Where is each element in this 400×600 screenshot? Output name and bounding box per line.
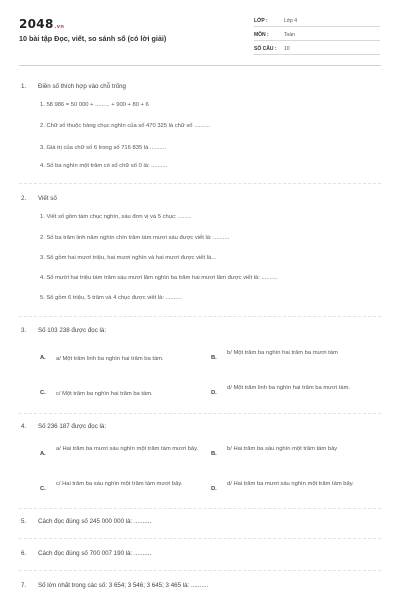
question-2-item-2: 2. Số ba trăm linh năm nghìn chín trăm tám mươi sáu được viết là: .......... xyxy=(40,235,230,241)
question-divider xyxy=(19,508,381,509)
meta-question-count xyxy=(254,44,380,55)
meta-label: MÔN : xyxy=(254,32,269,38)
header-divider xyxy=(19,65,381,66)
option-text: a/ Hai trăm ba mươi sáu nghìn một trăm tám mươi bảy. xyxy=(56,446,199,452)
option-letter: D. xyxy=(211,486,217,492)
option-text: b/ Hai trăm ba sáu nghìn một trăm tám bảy xyxy=(227,446,338,452)
option-letter: B. xyxy=(211,355,217,361)
meta-label: LỚP : xyxy=(254,18,268,24)
question-number: 3. xyxy=(21,327,27,334)
question-number: 5. xyxy=(21,518,27,525)
question-1-item-1: 1. 58 986 = 50 000 + ......... + 900 + 80 + 6 xyxy=(40,102,149,108)
question-1-item-3: 3. Giá trị của chữ số 6 trong số 716 835 là .......... xyxy=(40,145,167,151)
option-text: c/ Hai trăm ba sáu nghìn một trăm tám mươi bảy. xyxy=(56,481,183,487)
question-text: Số lớn nhất trong các số: 3 654; 3 546; 3 645; 3 465 là: .......... xyxy=(38,582,209,589)
question-divider xyxy=(19,183,381,184)
option-text: b/ Một trăm ba nghìn hai trăm ba mươi tám xyxy=(227,350,338,356)
meta-label: SỐ CÂU : xyxy=(254,46,277,52)
site-logo[interactable]: 2048.vn xyxy=(19,17,65,31)
question-number: 4. xyxy=(21,423,27,430)
question-2-item-1: 1. Viết số gồm tám chục nghìn, sáu đơn vị và 5 chục: ........ xyxy=(40,214,191,220)
question-divider xyxy=(19,316,381,317)
option-letter: C. xyxy=(40,390,46,396)
question-text: Cách đọc đúng số 700 007 190 là: .......... xyxy=(38,550,152,557)
question-number: 6. xyxy=(21,550,27,557)
option-letter: A. xyxy=(40,355,46,361)
question-text: Số 236 187 được đọc là: xyxy=(38,423,107,430)
option-text: c/ Một trăm ba nghìn hai trăm ba tám. xyxy=(56,391,153,397)
question-text: Cách đọc đúng số 245 000 000 là: .......... xyxy=(38,518,152,525)
question-2-item-4: 4. Số mười hai triệu tám trăm sáu mươi lăm nghìn ba trăm hai mươi lăm được viết là: .......... xyxy=(40,275,278,281)
page-title: 10 bài tập Đọc, viết, so sánh số (có lời giải) xyxy=(19,34,167,43)
meta-grade xyxy=(254,16,380,27)
question-2-item-3: 3. Số gồm hai mươi triệu, hai mươi nghìn và hai mươi được viết là... xyxy=(40,255,217,261)
question-number: 2. xyxy=(21,195,27,202)
option-text: d/ Hai trăm ba mươi sáu nghìn một trăm tám bảy. xyxy=(227,481,354,487)
question-divider xyxy=(19,413,381,414)
option-letter: A. xyxy=(40,451,46,457)
meta-value: 10 xyxy=(284,46,290,52)
question-1-item-2: 2. Chữ số thuộc hàng chục nghìn của số 470 325 là chữ số .......... xyxy=(40,123,211,129)
option-text: d/ Một trăm linh ba nghìn hai trăm ba mươi tám. xyxy=(227,385,351,391)
question-text: Viết số xyxy=(38,195,57,202)
option-letter: C. xyxy=(40,486,46,492)
question-text: Điền số thích hợp vào chỗ trống xyxy=(38,83,126,90)
option-letter: D. xyxy=(211,390,217,396)
option-letter: B. xyxy=(211,451,217,457)
option-text: a/ Một trăm linh ba nghìn hai trăm ba tám. xyxy=(56,356,164,362)
document-header xyxy=(0,0,400,74)
meta-value: Toán xyxy=(284,32,295,38)
question-text: Số 103 238 được đọc là: xyxy=(38,327,107,334)
question-divider xyxy=(19,538,381,539)
question-divider xyxy=(19,570,381,571)
meta-subject xyxy=(254,30,380,41)
question-1-item-4: 4. Số ba nghìn một trăm có số chữ số 0 là: .......... xyxy=(40,163,168,169)
meta-value: Lớp 4 xyxy=(284,18,298,24)
question-2-item-5: 5. Số gồm 6 triệu, 5 trăm và 4 chục được viết là: .......... xyxy=(40,295,182,301)
question-number: 7. xyxy=(21,582,27,589)
question-number: 1. xyxy=(21,83,27,90)
